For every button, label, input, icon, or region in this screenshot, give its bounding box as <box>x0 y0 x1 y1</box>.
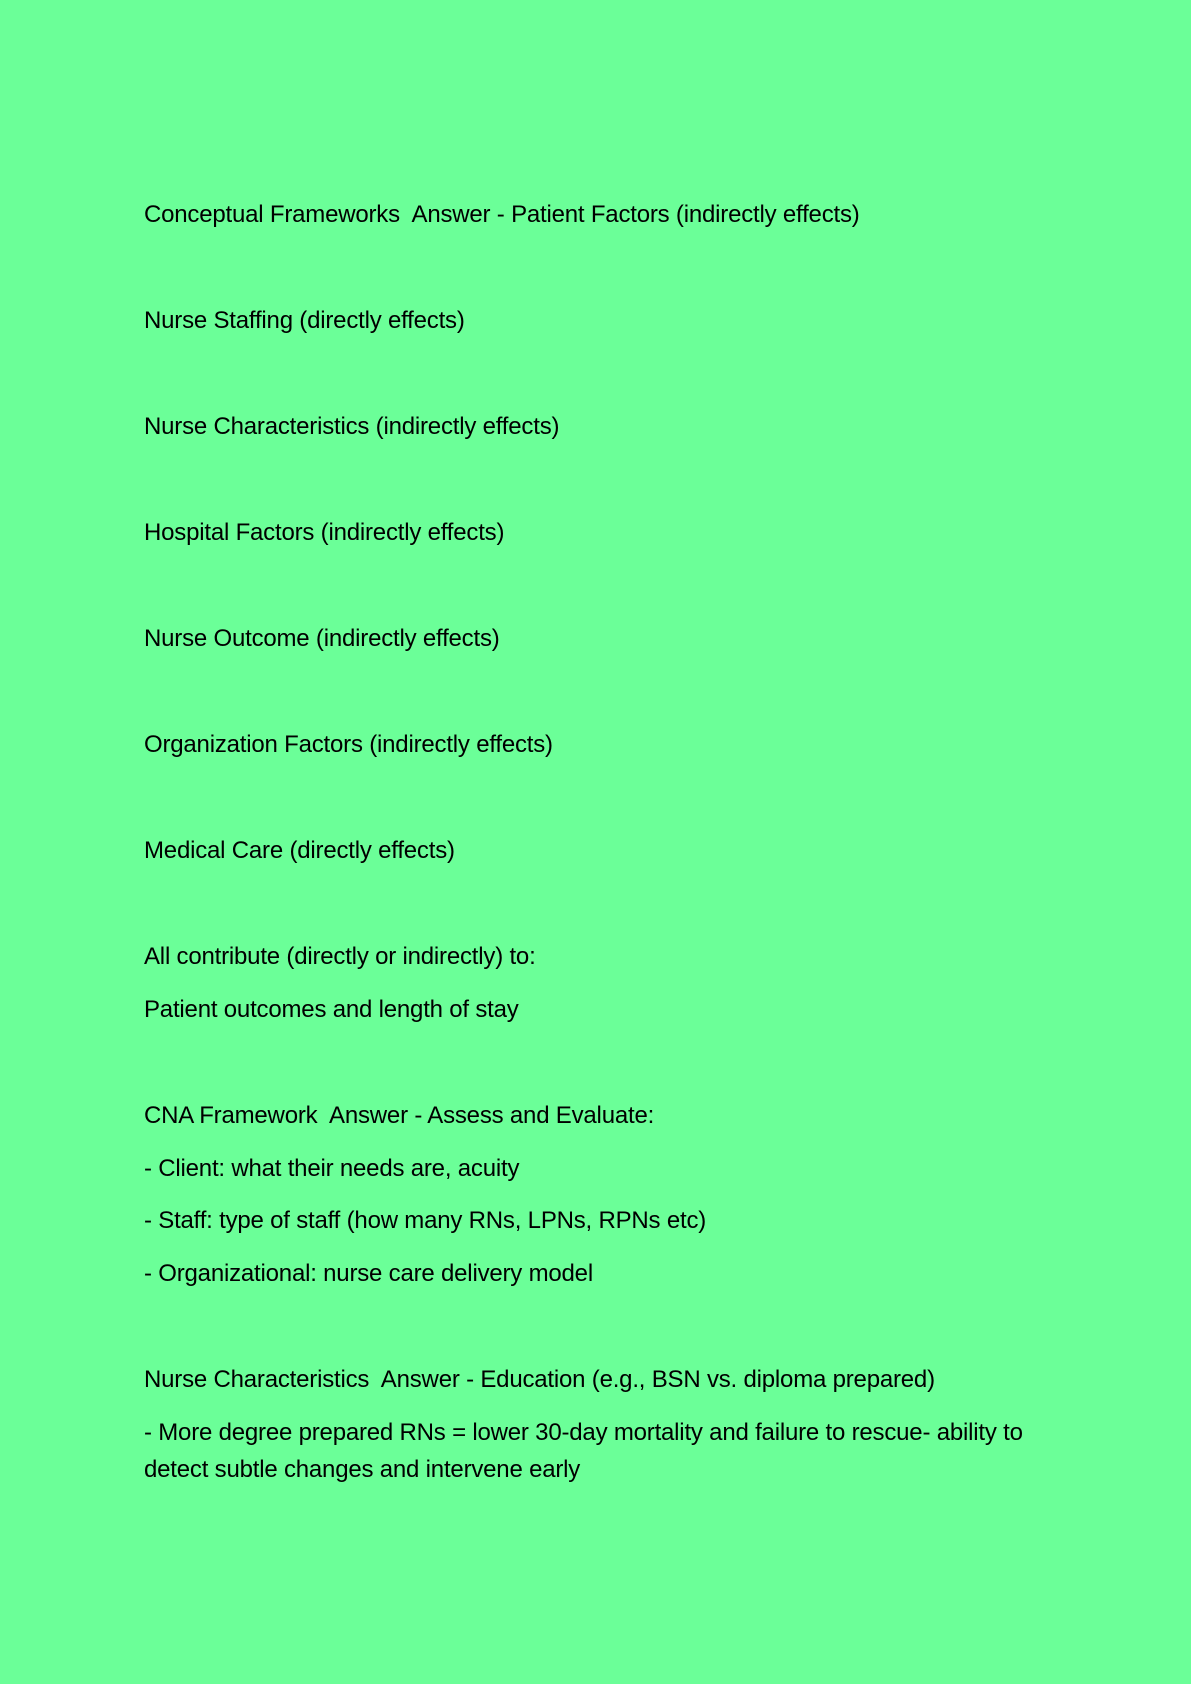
nurse-characteristics-line: Nurse Characteristics (indirectly effects) <box>144 413 560 440</box>
degree-prepared-line: - More degree prepared RNs = lower 30-day mortality and failure to rescue- ability to detect subtle changes and intervene early <box>144 1419 1030 1483</box>
nurse-outcome-line: Nurse Outcome (indirectly effects) <box>144 625 500 652</box>
flashcard-cna-framework: CNA Framework Answer - Assess and Evaluate: <box>144 1102 655 1129</box>
nurse-staffing-line: Nurse Staffing (directly effects) <box>144 307 465 334</box>
all-contribute-line: All contribute (directly or indirectly) to: <box>144 943 536 970</box>
hospital-factors-line: Hospital Factors (indirectly effects) <box>144 519 505 546</box>
client-line: - Client: what their needs are, acuity <box>144 1155 520 1182</box>
flashcard-conceptual-frameworks: Conceptual Frameworks Answer - Patient Factors (indirectly effects) <box>144 201 860 228</box>
flashcard-nurse-characteristics: Nurse Characteristics Answer - Education (e.g., BSN vs. diploma prepared) <box>144 1366 935 1393</box>
organization-factors-line: Organization Factors (indirectly effects) <box>144 731 553 758</box>
staff-line: - Staff: type of staff (how many RNs, LPNs, RPNs etc) <box>144 1207 707 1234</box>
patient-outcomes-line: Patient outcomes and length of stay <box>144 996 519 1023</box>
organizational-line: - Organizational: nurse care delivery model <box>144 1260 593 1287</box>
medical-care-line: Medical Care (directly effects) <box>144 837 455 864</box>
